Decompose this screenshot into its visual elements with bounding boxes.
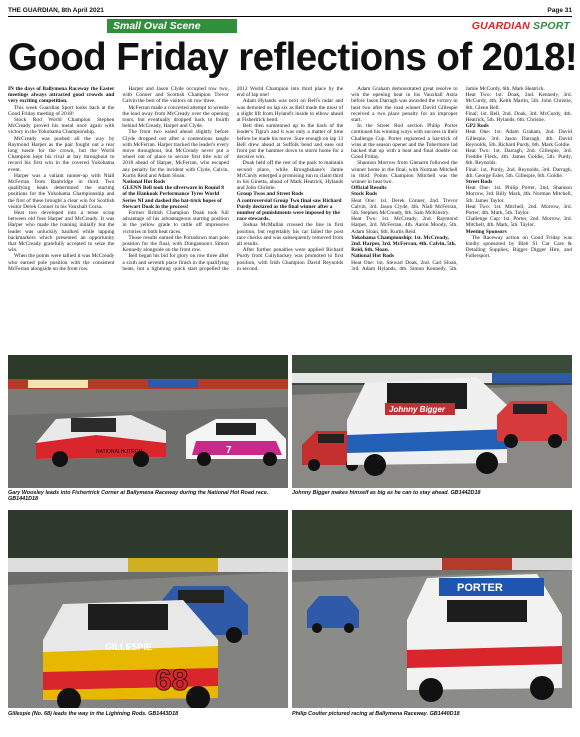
section-label: Small Oval Scene	[107, 19, 237, 33]
race-photo-4	[292, 510, 572, 708]
article-paragraph: Final: 1st. Purdy, 2nd. Reynolds, 3rd. Darragh, 4th. George Esler, 5th. Gillespie, 6th. Goldie.	[465, 166, 572, 179]
article-paragraph: Former British Champion Doak took full advantage of his advantageous starting position in the yellow grade to rattle off impressive victories in both heat races.	[122, 210, 229, 235]
article-paragraph: The Raceway action on Good Friday was kindly sponsored by Bleh S1 Car Care & Detailing Supplies, Bigger Digger Hire, and Fullersport.	[465, 234, 572, 260]
masthead-rule	[8, 16, 572, 17]
article-paragraph: Adam Graham demonstrated great resolve to win the opening heat in his Vauxhall Astra before Jason Darragh was awarded the victory in heat two after the road winner David Gillespie received a two place penalty for an improper start.	[351, 86, 458, 124]
article-paragraph: Bell began his bid for glory on row three after a sixth and seventh place finish in the qualifying heats, but a lightning quick start propelled the 2012 World Champion into third place by the end of lap one!	[122, 86, 344, 272]
brand-word-guardian: GUARDIAN	[471, 20, 530, 32]
article-paragraph: Heat Two: 1st. Darragh, 2nd. Gillespie, 3rd. Freddie Fleck, 4th. James Goldie, 5th. Purdy, 6th. Reynolds.	[465, 148, 572, 167]
article-paragraph: Challenge Cup: 1st. Porter, 2nd. Morrow, 3rd. Mitchell, 4th. Mark, 5th. Taylor.	[465, 216, 572, 229]
article-paragraph: In the Street Rod section Philip Porter continued his winning ways with success in their Challenge Cup. Porter registered a hat-trick of wins at the season opener and the Tobermore lad backed that up with a heat and final double on Good Friday.	[351, 123, 458, 161]
article-subheading: GP2 Rods	[465, 123, 489, 130]
article-paragraph: Harper was a valiant runner-up with Niall McFerran from Banbridge in third. Two qualifying heats determined the starting positions for the Yokohama Championship and the first of these brought a clear win for Scottish visitor Derek Conner in his Vauxhall Corsa.	[8, 172, 115, 210]
article-paragraph: Bell then summoned up to the back of the leader's Tigra's and it was only a matter of time before he made his move. Sure enough on lap 13 Bell drew ahead at Suffolk bend and ease out front put the hammer down to storm home for a decisive win.	[236, 123, 344, 161]
photo-caption-2: Johnny Bigger makes himself as big as he can to stay ahead. GB1442D18	[292, 490, 481, 496]
race-photo-2	[292, 355, 572, 488]
article-subheading: Yokohama Championship: 1st. McCready, 2nd. Harper, 3rd. McFerran, 4th. Calvin, 5th. Reid, 6th. Sloan.	[351, 234, 456, 254]
race-photo-2-image	[292, 355, 572, 488]
article-paragraph: Those results earned the Portadown man pole position for the final, with Dungannon's Simon Kennedy alongside on the front row.	[122, 234, 229, 254]
photo-caption-3: Gillespie (No. 68) leads the way in the Lightning Rods. GB1443D18	[8, 711, 179, 717]
article-paragraph: Shannon Morrow from Glenarm followed the winner home in the final, with Norman Mitchell in third. Points Champion Mitchell was the winner in heat two.	[351, 160, 458, 186]
article-paragraph: This week Guardian Sport looks back at the Good Friday meeting of 2018!	[8, 104, 115, 117]
article-paragraph: McCready was pushed all the way by Raymond Harper as the pair fought out a rear long tussle for the crown, but the World Champion kept his rival at bay throughout to record his first win in the covered Yokohama event.	[8, 135, 115, 173]
article-paragraph: Heat One: 1st. Adam Graham, 2nd. David Gillespie, 3rd. Jason Darragh, 4th. David Reynolds, 5th. Richard Purdy, 6th. Mark Goldie.	[465, 129, 572, 148]
photo2-car-name: Johnny Bigger	[389, 405, 446, 414]
brand-word-sport: SPORT	[533, 20, 570, 32]
article-subheading: National Hot Rods	[122, 179, 166, 186]
article-paragraph: McFerran made a concerted attempt to wrestle the lead away from McCready over the opening tours, but eventually dropped back to fourth behind McCready, Harper and Clyde.	[122, 104, 229, 130]
article-paragraph: Adam Hylands was next on Bell's radar and was demoted on lap six as Bell made the most of a slight lift from Hyland's inside to elbow ahead at Fishertrick bend.	[236, 98, 344, 124]
article-paragraph: The front two eased ahead slightly before Clyde dropped out after a contentious tangle with McFerran. Harper tracked the leader's every move throughout, but McCready never put a wheel out of place to secure first title win of 2018 ahead of Harper, McFerran, who escaped any penalty for the incident with Clyde, Calvin, Kurtis Reid and Adam Sloan.	[122, 129, 229, 179]
race-photo-1-image	[8, 355, 288, 488]
article-paragraph: Heat Two: 1st. Mitchell, 2nd. Morrow, 3rd. Porter, 4th. Mark, 5th. Taylor.	[465, 203, 572, 217]
article-paragraph: Heat two developed into a tense scrap between old foes Harper and McCready. It was Harper who made the running initially but the leader was unluckily baulked while lapping backmarkers which presented an opportunity that McCready gratefully accepted to seize the win.	[8, 210, 115, 254]
article-subheading: Group Twos and Street Rods	[236, 191, 304, 198]
article-body	[8, 86, 572, 354]
masthead	[8, 4, 572, 16]
race-photo-3-image	[8, 510, 288, 708]
article-paragraph: Final: 1st. Bell, 2nd. Doak, 3rd. McCurdy, 4th. Heatrick, 5th. Hylands, 6th. Christie.	[465, 110, 572, 124]
article-paragraph: Doak held off the rest of the pack to maintain second place, while Broughshane's Jamie McCurdy emerged a promising run to claim third in his Ginetta, ahead of Mark Heatrick, Hylands and John Christie.	[236, 160, 344, 192]
article-subheading: Stock Rods	[351, 191, 378, 198]
page-number: Page 31	[547, 6, 572, 14]
page-headline: Good Friday reflections of 2018!	[8, 36, 578, 79]
svg-text:GILLESPIE: GILLESPIE	[105, 642, 153, 652]
article-subheading: Meeting Sponsors	[465, 228, 507, 235]
race-photo-3	[8, 510, 288, 708]
article-paragraph: Heat One: 1st. Philip Porter, 2nd. Shannon Morrow, 3rd. Billy Mark, 4th. Norman Mitchell, 5th. James Taylor.	[465, 185, 572, 204]
photo-caption-1: Gary Woosley leads into Fishertrick Corner at Ballymena Raceway during the National Hot Road race. GB1441D18	[8, 490, 269, 503]
article-paragraph: When the points were tallied it was McCready who earned pole position with the consistent McFerran alongside on the front row.	[8, 253, 115, 272]
article-paragraph: After further penalties were applied Richard Purdy from Cullybackey was promoted to first position, with Irish Champion David Reynolds in second.	[236, 247, 344, 272]
article-subheading: National Hot Rods	[351, 253, 395, 260]
article-paragraph: Harper and Jason Clyde occupied row two, with Conner and Scottish Champion Trevor Calvin the best of the visitors on row three.	[122, 86, 229, 105]
article-paragraph: Joshua McMullan crossed the line in first position, but regrettably his car failed the post race checks and was subsequently removed from all results.	[236, 222, 344, 248]
article-paragraph: IN the days of Ballymena Raceway the Easter meetings always attracted good crowds and very exciting competition.	[8, 86, 115, 105]
race-photo-1	[8, 355, 288, 488]
photo1-car-number: 7	[226, 445, 232, 456]
svg-text:NATIONALHOTROD: NATIONALHOTROD	[96, 449, 143, 455]
article-subheading: Street Rods	[465, 179, 493, 186]
photo-caption-4: Philip Coulter pictured racing at Ballymena Raceway. GB1440D18	[292, 711, 460, 717]
article-paragraph: Stock Rod World Champion Stephen McCready proved his metal once again with victory in the Yokohama Championship.	[8, 117, 115, 136]
race-photo-4-image	[292, 510, 572, 708]
article-paragraph: Heat One: 1st. Stewart Doak, 2nd. Carl Sloan, 3rd. Adam Hylands, 4th. Simon Kennedy, 5th. Jamie McCurdy, 6th. Mark Heatrick.	[351, 86, 546, 272]
article-subheading: A controversial Group Two final saw Richard Purdy declared as the final winner after a number of punishments were imposed by the race stewards.	[236, 197, 342, 223]
article-paragraph: Heat Two: 1st. McCready, 2nd. Raymond Harper, 3rd. McFerran, 4th. Aaron Moody, 5th. Adam Sloan, 6th. Kurtis Reid.	[351, 216, 458, 235]
article-paragraph: Heat Two: 1st. Doak, 2nd. Kennedy, 3rd. McCurdy, 4th. Keith Martin, 5th. John Christie, 6th. Glenn Bell.	[465, 92, 572, 111]
article-subheading: GLENN Bell took the silverware in Round 8 of the Hankook Performance Tyres World Series NI and dashed the hat-trick hopes of Stewart Doak in the process!	[122, 185, 224, 210]
article-paragraph: Heat One: 1st. Derek Conner, 2nd. Trevor Calvin, 3rd. Jason Clyde, 4th. Niall McFerran, 5th. Stephen McCready, 6th. Sam McKinstry.	[351, 197, 458, 217]
article-subheading: Official Results	[351, 185, 387, 192]
photo4-car-name: PORTER	[457, 582, 503, 594]
photo3-car-number: 68	[155, 664, 189, 697]
paper-date: THE GUARDIAN, 8th April 2021	[8, 6, 104, 14]
brand-logo	[472, 20, 570, 32]
